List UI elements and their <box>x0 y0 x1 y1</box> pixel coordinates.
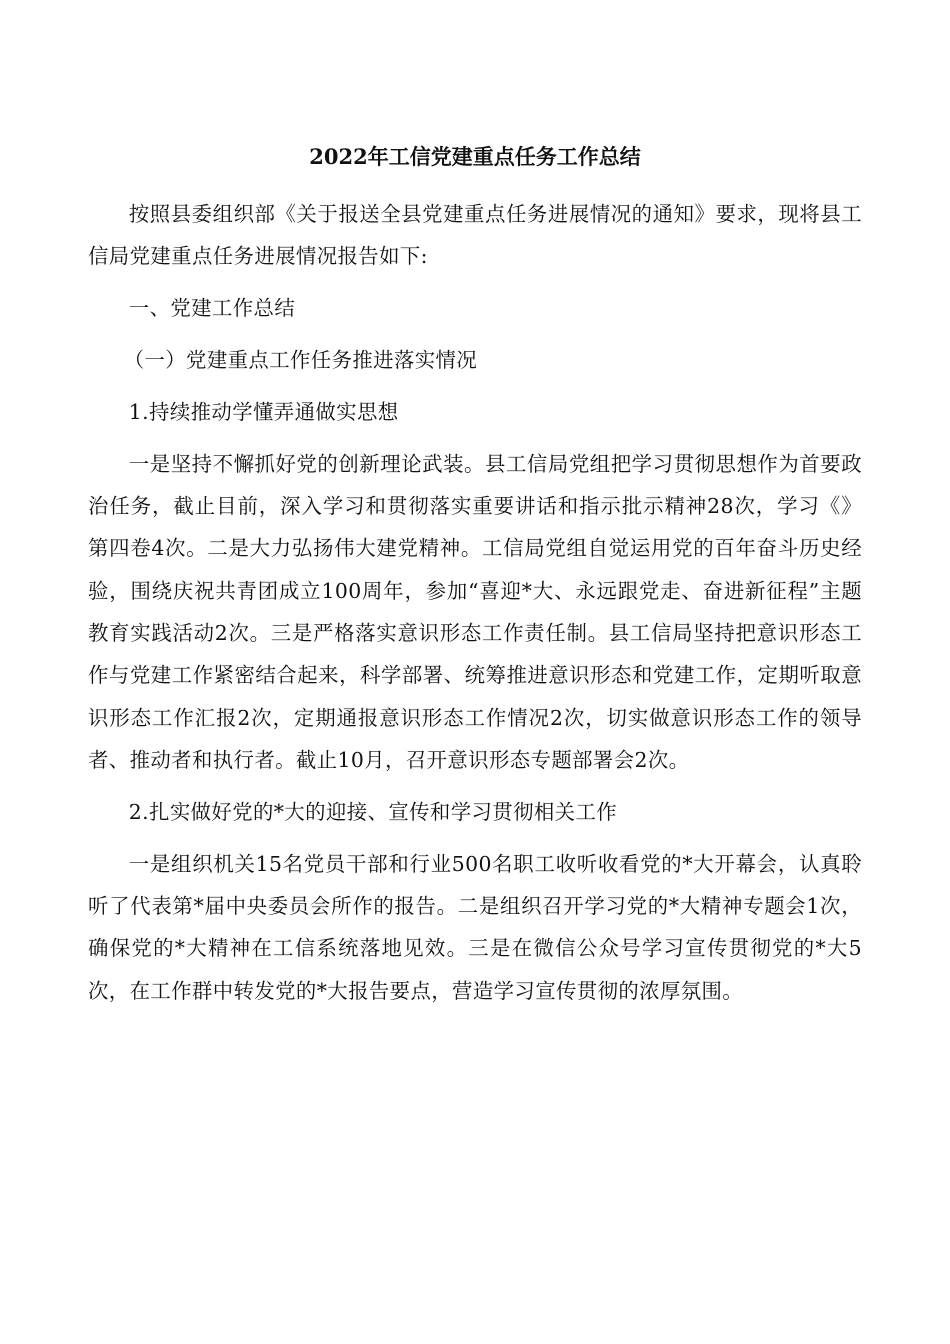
item-2-paragraph: 一是组织机关15名党员干部和行业500名职工收听收看党的*大开幕会，认真聆听了代表第*届中央委员会所作的报告。二是组织召开学习党的*大精神专题会1次，确保党的*大精神在工信系统落地见效。三是在微信公众号学习宣传贯彻党的*大5次，在工作群中转发党的*大报告要点，营造学习宣传贯彻的浓厚氛围。 <box>88 851 862 1003</box>
document-body <box>88 193 862 1022</box>
item-1-paragraph: 一是坚持不懈抓好党的创新理论武装。县工信局党组把学习贯彻思想作为首要政治任务，截止目前，深入学习和贯彻落实重要讲话和指示批示精神28次，学习《》第四卷4次。二是大力弘扬伟大建党精神。工信局党组自觉运用党的百年奋斗历史经验，围绕庆祝共青团成立100周年，参加“喜迎*大、永远跟党走、奋进新征程”主题教育实践活动2次。三是严格落实意识形态工作责任制。县工信局坚持把意识形态工作与党建工作紧密结合起来，科学部署、统筹推进意识形态和党建工作，定期听取意识形态工作汇报2次，定期通报意识形态工作情况2次，切实做意识形态工作的领导者、推动者和执行者。截止10月，召开意识形态专题部署会2次。 <box>88 451 862 772</box>
section-heading-party-building-summary: 一、党建工作总结 <box>128 296 296 321</box>
item-heading-2: 2.扎实做好党的*大的迎接、宣传和学习贯彻相关工作 <box>128 799 618 824</box>
subsection-heading-key-tasks: （一）党建重点工作任务推进落实情况 <box>123 348 478 373</box>
document-title: 2022年工信党建重点任务工作总结 <box>309 144 641 169</box>
intro-paragraph: 按照县委组织部《关于报送全县党建重点任务进展情况的通知》要求，现将县工信局党建重点任务进展情况报告如下: <box>88 202 862 269</box>
item-heading-1: 1.持续推动学懂弄通做实思想 <box>128 399 399 424</box>
